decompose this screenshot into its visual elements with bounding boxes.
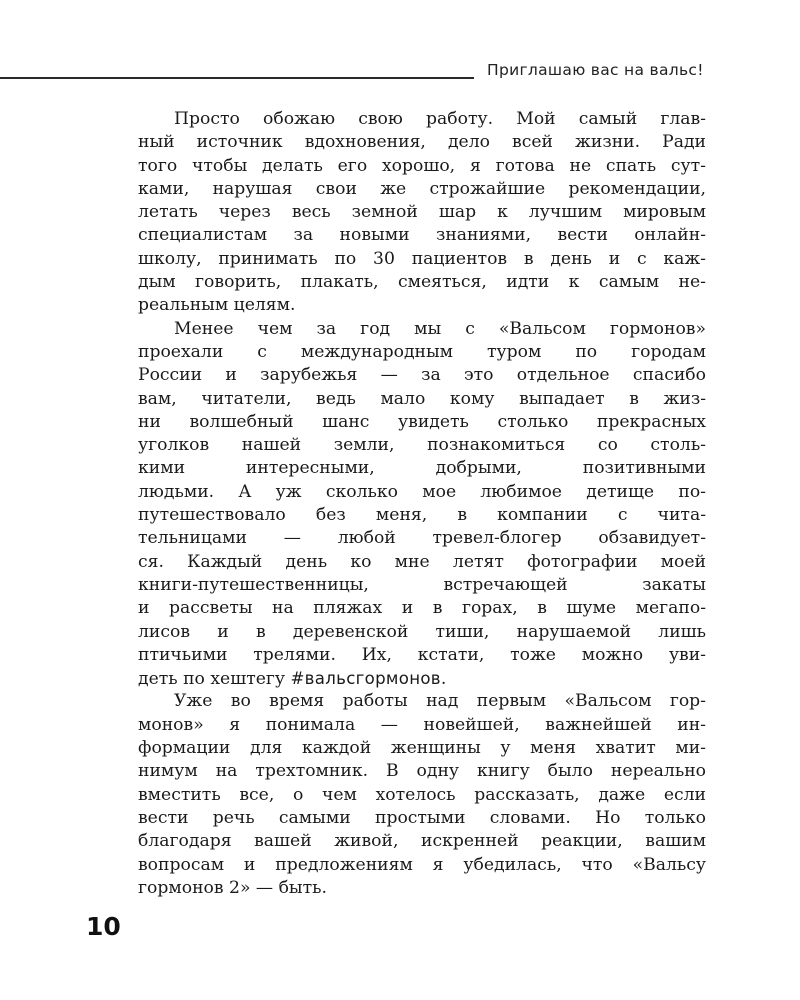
closing-punct: . (440, 669, 447, 690)
text-line: вместить все, о чем хотелось рассказать, даже если (138, 784, 706, 805)
header-rule (0, 77, 474, 79)
text-line: тельницами — любой тревел-блогер обзавидует- (138, 528, 706, 549)
text-line: ками, нарушая свои же строжайшие рекомендации, (138, 178, 706, 199)
text-line: и рассветы на пляжах и в горах, в шуме мегапо- (138, 598, 706, 619)
text-line: проехали с международным туром по городам (138, 341, 706, 362)
running-header-title: Приглашаю вас на вальс! (487, 61, 704, 79)
text-line: летать через весь земной шар к лучшим мировым (138, 202, 706, 223)
body-text (138, 108, 706, 900)
text-line: вам, читатели, ведь мало кому выпадает в жиз- (138, 388, 706, 409)
text-line: формации для каждой женщины у меня хватит ми- (138, 738, 706, 759)
text-line: вопросам и предложениям я убедилась, что «Вальсу (138, 854, 706, 875)
hashtag-link[interactable]: #вальсгормонов (290, 669, 441, 689)
text-line: книги-путешественницы, встречающей закаты (138, 574, 706, 595)
text-line: ся. Каждый день ко мне летят фотографии моей (138, 551, 706, 572)
text-line: людьми. А уж сколько мое любимое детище по- (138, 481, 706, 502)
text-line: путешествовало без меня, в компании с чита- (138, 505, 706, 526)
text-line: лисов и в деревенской тиши, нарушаемой лишь (138, 621, 706, 642)
text-line: нимум на трехтомник. В одну книгу было нереально (138, 761, 706, 782)
text-line: Уже во время работы над первым «Вальсом гор- (174, 691, 706, 712)
text-line: школу, принимать по 30 пациентов в день и с каж- (138, 248, 706, 269)
closing-line-text: деть по хештегу (138, 669, 285, 690)
text-line: монов» я понимала — новейшей, важнейшей ин- (138, 714, 706, 735)
text-line: дым говорить, плакать, смеяться, идти к самым не- (138, 272, 706, 293)
text-line: кими интересными, добрыми, позитивными (138, 458, 706, 479)
text-line-hashtag (138, 667, 706, 690)
text-line: того чтобы делать его хорошо, я готова не спать сут- (138, 155, 706, 176)
text-line: ни волшебный шанс увидеть столько прекрасных (138, 411, 706, 432)
text-line: вести речь самыми простыми словами. Но только (138, 807, 706, 828)
text-line: гормонов 2» — быть. (138, 877, 327, 898)
text-line: благодаря вашей живой, искренней реакции, вашим (138, 831, 706, 852)
text-line: уголков нашей земли, познакомиться со столь- (138, 435, 706, 456)
page-number: 10 (86, 912, 121, 941)
text-line: ный источник вдохновения, дело всей жизни. Ради (138, 132, 706, 153)
text-line: птичьими трелями. Их, кстати, тоже можно уви- (138, 644, 706, 665)
text-line: специалистам за новыми знаниями, вести онлайн- (138, 225, 706, 246)
text-line: Просто обожаю свою работу. Мой самый глав- (174, 109, 706, 129)
text-line: Менее чем за год мы с «Вальсом гормонов» (174, 318, 706, 339)
text-line: реальным целям. (138, 295, 296, 316)
text-line: России и зарубежья — за это отдельное спасибо (138, 365, 706, 386)
